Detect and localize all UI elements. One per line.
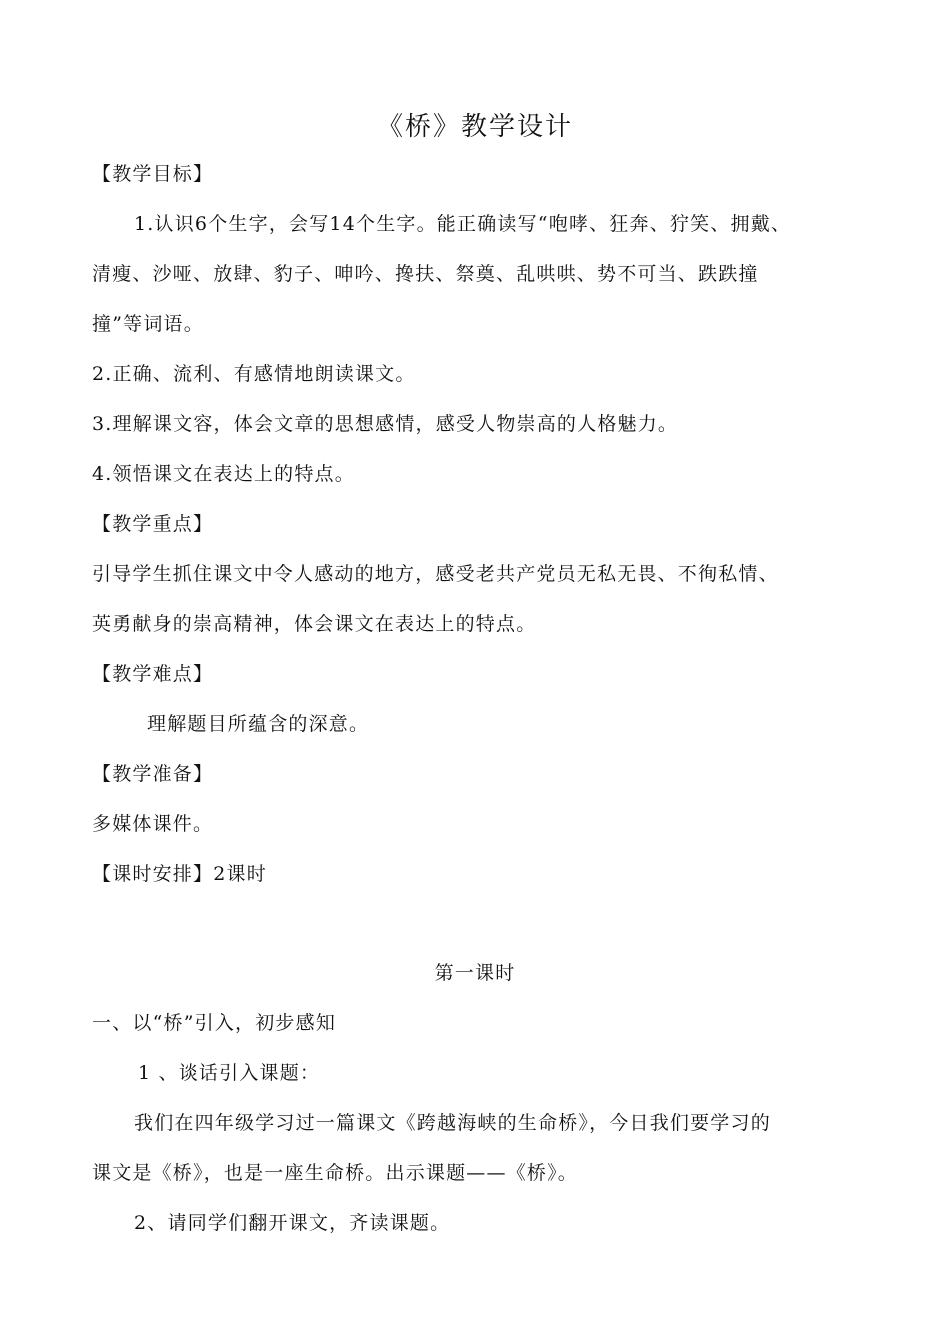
step-1-text-line-1: 我们在四年级学习过一篇课文《跨越海峡的生命桥》，今日我们要学习的 bbox=[134, 1112, 771, 1134]
section-1-heading: 一、以“桥”引入，初步感知 bbox=[92, 1012, 337, 1034]
objectives-heading: 【教学目标】 bbox=[92, 163, 214, 185]
objective-2: 2.正确、流利、有感情地朗读课文。 bbox=[92, 363, 416, 385]
difficulty-text: 理解题目所蕴含的深意。 bbox=[147, 713, 370, 735]
objective-1-line-2: 清瘦、沙哑、放肆、豹子、呻吟、搀扶、祭奠、乱哄哄、势不可当、跌跌撞 bbox=[92, 263, 759, 285]
objective-3: 3.理解课文容，体会文章的思想感情，感受人物崇高的人格魅力。 bbox=[92, 413, 679, 435]
step-1: 1 、谈话引入课题： bbox=[138, 1062, 321, 1084]
step-2: 2、请同学们翻开课文，齐读课题。 bbox=[134, 1212, 451, 1234]
objective-4: 4.领悟课文在表达上的特点。 bbox=[92, 463, 355, 485]
preparation-text: 多媒体课件。 bbox=[92, 813, 214, 835]
lesson-1-heading: 第一课时 bbox=[434, 962, 516, 984]
key-points-line-1: 引导学生抓住课文中令人感动的地方，感受老共产党员无私无畏、不徇私情、 bbox=[92, 563, 779, 585]
difficulty-heading: 【教学难点】 bbox=[92, 663, 214, 685]
schedule: 【课时安排】2课时 bbox=[92, 863, 267, 885]
objective-1-line-1: 1.认识6个生字，会写14个生字。能正确读写“咆哮、狂奔、狞笑、拥戴、 bbox=[134, 213, 792, 235]
objective-1-line-3: 撞”等词语。 bbox=[92, 313, 204, 335]
document-title: 《桥》教学设计 bbox=[376, 112, 573, 142]
key-points-line-2: 英勇献身的崇高精神，体会课文在表达上的特点。 bbox=[92, 613, 537, 635]
key-points-heading: 【教学重点】 bbox=[92, 513, 214, 535]
step-1-text-line-2: 课文是《桥》，也是一座生命桥。出示课题——《桥》。 bbox=[92, 1162, 579, 1184]
preparation-heading: 【教学准备】 bbox=[92, 763, 214, 785]
